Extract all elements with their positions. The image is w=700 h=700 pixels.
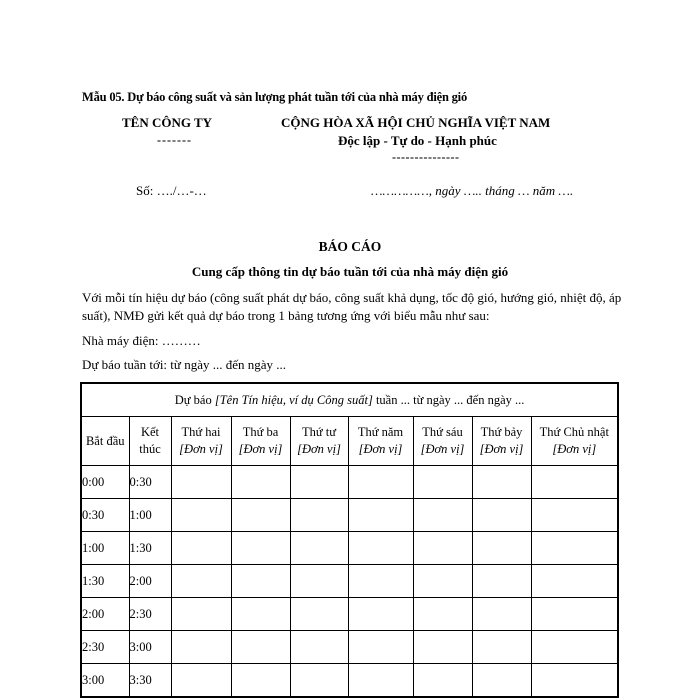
- day-label: Thứ tư: [301, 425, 337, 439]
- value-cell: [413, 499, 472, 532]
- start-time: 1:30: [81, 565, 129, 598]
- value-cell: [531, 499, 618, 532]
- caption-suffix: tuần ... từ ngày ... đến ngày ...: [372, 392, 525, 407]
- header-row: [81, 417, 618, 466]
- day-label: Thứ hai: [181, 425, 221, 439]
- table-row: [81, 631, 618, 664]
- value-cell: [531, 532, 618, 565]
- value-cell: [290, 466, 348, 499]
- value-cell: [171, 598, 231, 631]
- day-label: Thứ sáu: [422, 425, 463, 439]
- value-cell: [531, 598, 618, 631]
- start-time: 2:00: [81, 598, 129, 631]
- header-end: [129, 417, 171, 466]
- unit-label: [Đơn vị]: [179, 442, 223, 456]
- caption-signal: [Tên Tín hiệu, ví dụ Công suất]: [214, 392, 373, 407]
- value-cell: [472, 664, 531, 698]
- value-cell: [531, 466, 618, 499]
- value-cell: [231, 598, 290, 631]
- end-time: 3:30: [129, 664, 171, 698]
- day-label: Thứ ba: [242, 425, 279, 439]
- header-day: [348, 417, 413, 466]
- header-day: [472, 417, 531, 466]
- value-cell: [231, 466, 290, 499]
- unit-label: [Đơn vị]: [238, 442, 283, 456]
- start-time: 0:00: [81, 466, 129, 499]
- national-motto: Độc lập - Tự do - Hạnh phúc: [338, 133, 497, 148]
- company-name: TÊN CÔNG TY: [122, 115, 213, 130]
- end-time: 2:00: [129, 565, 171, 598]
- table-row: [81, 499, 618, 532]
- header-start: [81, 417, 129, 466]
- value-cell: [290, 532, 348, 565]
- end-time: 1:30: [129, 532, 171, 565]
- value-cell: [413, 664, 472, 698]
- value-cell: [472, 598, 531, 631]
- value-cell: [348, 631, 413, 664]
- form-heading: Mẫu 05. Dự báo công suất và sản lượng phát tuần tới của nhà máy điện gió: [82, 90, 468, 104]
- unit-label: [Đơn vị]: [358, 442, 403, 456]
- unit-label: [Đơn vị]: [479, 442, 524, 456]
- value-cell: [413, 565, 472, 598]
- document-date: ……………, ngày ….. tháng … năm ….: [371, 183, 574, 198]
- value-cell: [472, 532, 531, 565]
- value-cell: [231, 565, 290, 598]
- value-cell: [348, 664, 413, 698]
- header-day: [231, 417, 290, 466]
- table-row: [81, 565, 618, 598]
- value-cell: [290, 631, 348, 664]
- header-start-label: Bắt đầu: [85, 433, 125, 448]
- start-time: 0:30: [81, 499, 129, 532]
- plant-line: Nhà máy điện: ………: [82, 333, 201, 348]
- header-day: [531, 417, 618, 466]
- value-cell: [231, 499, 290, 532]
- value-cell: [348, 565, 413, 598]
- value-cell: [472, 466, 531, 499]
- day-label: Thứ bảy: [480, 425, 523, 439]
- value-cell: [290, 565, 348, 598]
- value-cell: [413, 598, 472, 631]
- value-cell: [171, 664, 231, 698]
- value-cell: [348, 598, 413, 631]
- value-cell: [413, 631, 472, 664]
- value-cell: [171, 466, 231, 499]
- start-time: 2:30: [81, 631, 129, 664]
- caption-prefix: Dự báo: [174, 392, 215, 407]
- end-time: 2:30: [129, 598, 171, 631]
- value-cell: [171, 532, 231, 565]
- value-cell: [231, 532, 290, 565]
- value-cell: [348, 466, 413, 499]
- week-line: Dự báo tuần tới: từ ngày ... đến ngày ...: [82, 357, 287, 372]
- value-cell: [290, 598, 348, 631]
- value-cell: [348, 499, 413, 532]
- report-subtitle: Cung cấp thông tin dự báo tuần tới của nhà máy điện gió: [191, 264, 509, 279]
- value-cell: [171, 565, 231, 598]
- report-title: BÁO CÁO: [318, 239, 382, 254]
- value-cell: [231, 631, 290, 664]
- national-title: CỘNG HÒA XÃ HỘI CHỦ NGHĨA VIỆT NAM: [281, 115, 551, 130]
- value-cell: [472, 631, 531, 664]
- table-caption: [81, 383, 618, 417]
- value-cell: [348, 532, 413, 565]
- value-cell: [290, 499, 348, 532]
- header-day: [290, 417, 348, 466]
- value-cell: [171, 499, 231, 532]
- table-row: [81, 532, 618, 565]
- table-row: [81, 466, 618, 499]
- start-time: 1:00: [81, 532, 129, 565]
- unit-label: [Đơn vị]: [552, 442, 597, 456]
- value-cell: [531, 631, 618, 664]
- table-row: [81, 598, 618, 631]
- intro-paragraph: Với mỗi tín hiệu dự báo (công suất phát dự báo, công suất khả dụng, tốc độ gió, hướng gió, nhiệt độ, áp suất), NMĐ gửi kết quả dự báo trong 1 bảng tương ứng với biểu mẫu như sau:: [82, 290, 622, 323]
- end-time: 3:00: [129, 631, 171, 664]
- header-day: [413, 417, 472, 466]
- value-cell: [413, 466, 472, 499]
- value-cell: [472, 499, 531, 532]
- value-cell: [171, 631, 231, 664]
- unit-label: [Đơn vị]: [420, 442, 465, 456]
- value-cell: [413, 532, 472, 565]
- day-label: Thứ Chủ nhật: [539, 425, 609, 439]
- document-number: Số: …./…-…: [136, 183, 207, 198]
- start-time: 3:00: [81, 664, 129, 698]
- value-cell: [290, 664, 348, 698]
- value-cell: [531, 565, 618, 598]
- motto-divider: ---------------: [392, 150, 460, 164]
- header-day: [171, 417, 231, 466]
- day-label: Thứ năm: [357, 425, 404, 439]
- end-time: 0:30: [129, 466, 171, 499]
- table-row: [81, 664, 618, 698]
- end-time: 1:00: [129, 499, 171, 532]
- value-cell: [231, 664, 290, 698]
- forecast-table: [80, 382, 619, 698]
- value-cell: [472, 565, 531, 598]
- header-end-label: Kết thúc: [139, 425, 161, 456]
- company-divider: -------: [157, 133, 192, 147]
- value-cell: [531, 664, 618, 698]
- unit-label: [Đơn vị]: [297, 442, 341, 456]
